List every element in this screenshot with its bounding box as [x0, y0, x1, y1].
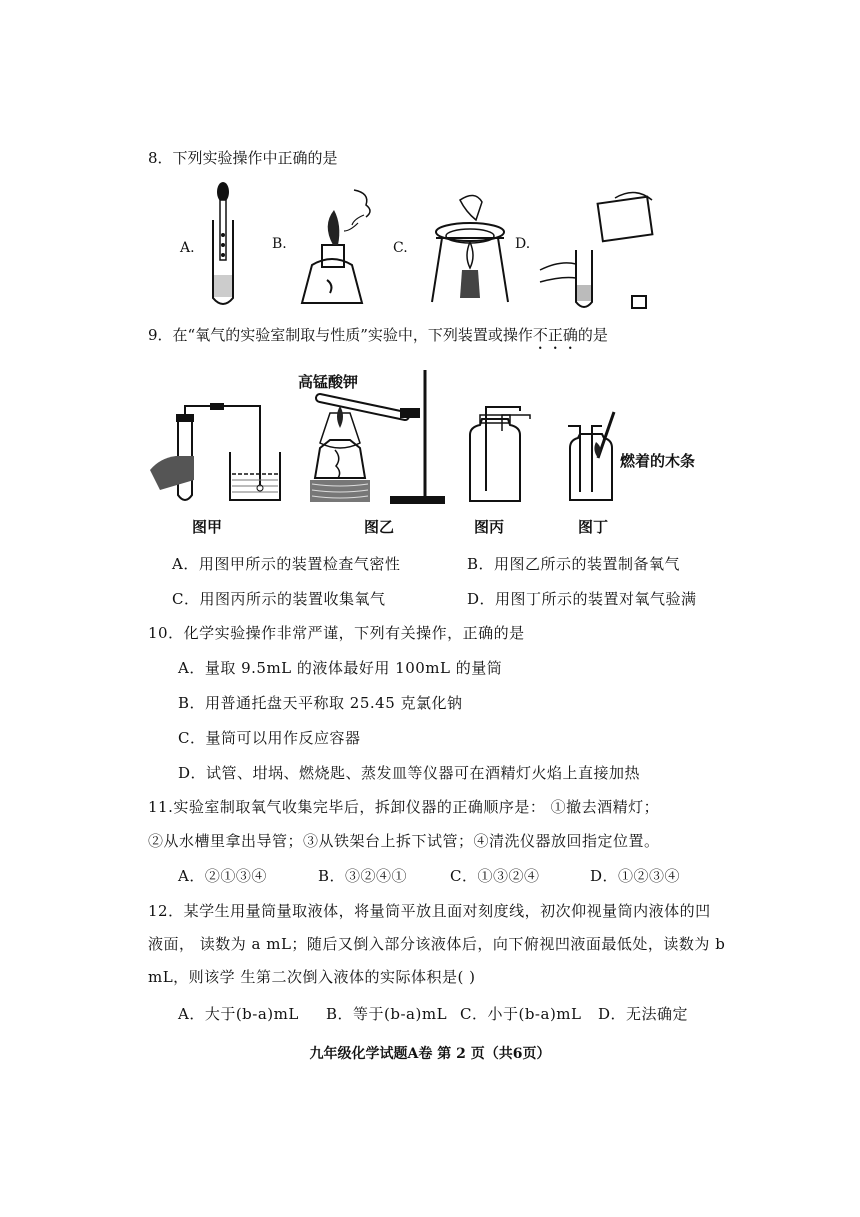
q9-option-d: D．用图丁所示的装置对氧气验满 [467, 590, 697, 608]
q12-option-a: A．大于(b-a)mL [178, 1005, 299, 1023]
q10-option-b: B．用普通托盘天平称取 25.45 克氯化钠 [178, 694, 463, 712]
caption-bing: 图丙 [474, 518, 505, 536]
label-potassium-permanganate: 高锰酸钾 [298, 373, 359, 391]
figure-jia-airtightness [150, 400, 290, 510]
q9-stem [148, 324, 608, 353]
q11-line1: 11.实验室制取氧气收集完毕后，拆卸仪器的正确顺序是： ①撤去酒精灯； [148, 798, 660, 816]
q11-option-a: A．②①③④ [178, 867, 267, 885]
q10-stem: 10．化学实验操作非常严谨，下列有关操作，正确的是 [148, 624, 525, 642]
q9-option-b: B．用图乙所示的装置制备氧气 [467, 555, 681, 573]
q8-pouring-image [540, 190, 665, 315]
q10-option-c: C．量筒可以用作反应容器 [178, 729, 361, 747]
q12-line3: mL，则该学 生第二次倒入液体的实际体积是( ) [148, 968, 476, 986]
q8-dropper-image [205, 180, 245, 310]
caption-yi: 图乙 [364, 518, 395, 536]
caption-ding: 图丁 [578, 518, 609, 536]
q11-line2: ②从水槽里拿出导管；③从铁架台上拆下试管；④清洗仪器放回指定位置。 [148, 832, 660, 850]
figure-bing-gas-collection [462, 405, 532, 505]
figure-yi-oxygen-preparation [310, 368, 445, 513]
q12-option-c: C．小于(b-a)mL [460, 1005, 582, 1023]
q8-stem: 8．下列实验操作中正确的是 [148, 149, 338, 167]
q8-option-a-label: A. [180, 240, 195, 256]
q11-option-d: D．①②③④ [590, 867, 681, 885]
q9-option-c: C．用图丙所示的装置收集氧气 [172, 590, 386, 608]
q8-alcohol-lamp-image [292, 185, 392, 310]
q12-option-d: D．无法确定 [598, 1005, 689, 1023]
q12-option-b: B．等于(b-a)mL [326, 1005, 448, 1023]
q8-option-d-label: D. [515, 236, 531, 252]
q10-option-d: D．试管、坩埚、燃烧匙、蒸发皿等仪器可在酒精灯火焰上直接加热 [178, 764, 641, 782]
q11-option-c: C．①③②④ [450, 867, 540, 885]
q8-option-b-label: B. [272, 236, 287, 252]
q10-option-a: A．量取 9.5mL 的液体最好用 100mL 的量筒 [178, 659, 503, 677]
q12-line2: 液面， 读数为 a mL；随后又倒入部分该液体后，向下俯视凹液面最低处，读数为 b [148, 935, 726, 953]
q8-option-c-label: C. [393, 240, 408, 256]
q9-option-a: A．用图甲所示的装置检查气密性 [172, 555, 401, 573]
q9-stem-post: 的是 [577, 326, 608, 344]
q11-option-b: B．③②④① [318, 867, 408, 885]
figure-ding-oxygen-test [562, 410, 632, 505]
q8-evaporating-dish-image [420, 190, 520, 310]
q9-stem-pre: 9．在“氧气的实验室制取与性质”实验中，下列装置或操作 [148, 326, 533, 344]
q9-stem-emphasis: 不正确 [532, 326, 578, 344]
q12-line1: 12．某学生用量筒量取液体，将量筒平放且面对刻度线，初次仰视量筒内液体的凹 [148, 902, 711, 920]
page-footer: 九年级化学试题A卷 第 2 页（共6页） [309, 1046, 551, 1062]
caption-jia: 图甲 [192, 518, 223, 536]
label-burning-splint: 燃着的木条 [620, 452, 696, 470]
